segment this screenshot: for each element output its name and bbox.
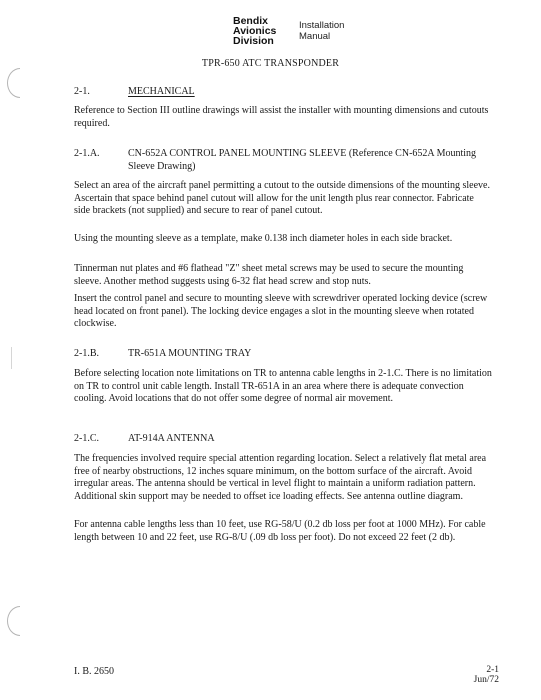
paragraph: For antenna cable lengths less than 10 feet, use RG-58/U (0.2 db loss per foot at 1000 MHz). For cable length between 10 and 22 feet, use RG-8/U (.09 db loss per foot). Do not exceed 22 feet (2 db). — [74, 519, 486, 543]
section-number: 2-1. — [74, 86, 90, 97]
binder-hole-mark — [7, 68, 33, 98]
document-number: I. B. 2650 — [74, 666, 114, 677]
paragraph: Reference to Section III outline drawings will assist the installer with mounting dimensions and cutouts required. — [74, 105, 489, 129]
section-number: 2-1.C. — [74, 433, 99, 444]
bendix-logo — [233, 16, 276, 46]
manual-line: Manual — [299, 30, 331, 42]
section-title: CN-652A CONTROL PANEL MOUNTING SLEEVE (Reference CN-652A Mounting Sleeve Drawing) — [128, 148, 477, 172]
binder-hole-mark — [7, 606, 33, 636]
section-title: AT-914A ANTENNA — [128, 433, 215, 444]
section-number: 2-1.A. — [74, 148, 100, 159]
section-number: 2-1.B. — [74, 348, 99, 359]
paragraph: Using the mounting sleeve as a template, make 0.138 inch diameter holes in each side bracket. — [74, 233, 453, 244]
manual-line: Installation — [299, 20, 345, 31]
paragraph: Tinnerman nut plates and #6 flathead "Z" sheet metal screws may be used to secure the mounting sleeve. Another method suggests using 6-32 flat head screw and stop nuts. — [74, 263, 464, 287]
logo-line: Avionics — [233, 25, 277, 37]
paragraph: Insert the control panel and secure to mounting sleeve with screwdriver operated locking device (screw head located on front panel). The locking device engages a slot in the mounting sleeve when rotated clockwise. — [74, 293, 488, 329]
page-number: 2-1 — [486, 665, 499, 675]
logo-line: Division — [233, 35, 274, 47]
paragraph: Before selecting location note limitations on TR to antenna cable lengths in 2-1.C. There is no limitation on TR to control unit cable length. Install TR-651A in an area where there is adequate convection cooling. Avoid locations that do not offer some degree of normal air movement. — [74, 368, 492, 404]
logo-line: Bendix — [233, 15, 269, 27]
revision-date: Jun/72 — [473, 675, 499, 685]
page-footer — [474, 665, 499, 685]
paragraph: The frequencies involved require special attention regarding location. Select a relatively flat metal area free of nearby obstructions, 12 inches square minimum, on the bottom surface of the aircraft. Avoid irregular areas. The antenna should be vertical in level flight to maintain a uniform radiation pattern. Additional skin support may be needed to offset ice loading effects. See antenna outline diagram. — [74, 453, 487, 502]
section-title: MECHANICAL — [128, 86, 195, 97]
document-title: TPR-650 ATC TRANSPONDER — [201, 58, 340, 69]
paragraph: Select an area of the aircraft panel permitting a cutout to the outside dimensions of the mounting sleeve. Ascertain that space behind panel cutout will allow for the unit length plus rear connector. Fabricate side brackets (not supplied) and secure to rear of panel cutout. — [74, 180, 490, 216]
section-title: TR-651A MOUNTING TRAY — [128, 348, 252, 359]
margin-mark — [11, 347, 12, 369]
manual-type — [299, 21, 344, 42]
